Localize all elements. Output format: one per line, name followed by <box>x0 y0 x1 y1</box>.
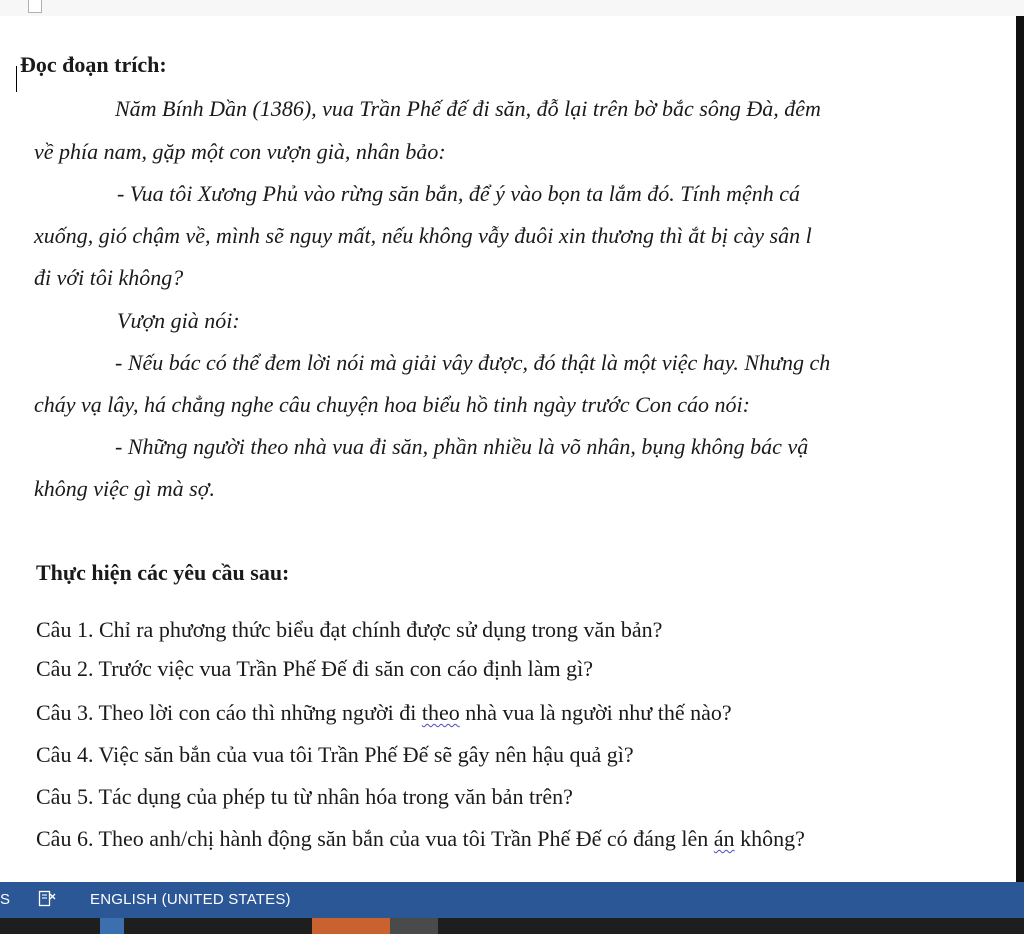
restore-icon[interactable] <box>28 0 42 13</box>
taskbar-app-icon[interactable] <box>100 918 124 934</box>
language-indicator[interactable]: ENGLISH (UNITED STATES) <box>90 891 291 908</box>
spelling-flag: án <box>713 826 735 851</box>
tasks-heading: Thực hiện các yêu cầu sau: <box>36 560 290 585</box>
proofing-icon[interactable] <box>38 890 56 908</box>
passage-line: xuống, gió chậm về, mình sẽ nguy mất, nếu không vẫy đuôi xin thương thì ắt bị cày sân l <box>34 223 812 248</box>
taskbar-app-icon[interactable] <box>390 918 438 934</box>
document-page[interactable] <box>0 16 1016 882</box>
question-line: Câu 1. Chỉ ra phương thức biểu đạt chính được sử dụng trong văn bản? <box>36 617 663 642</box>
passage-line: đi với tôi không? <box>34 265 184 290</box>
passage-line: Năm Bính Dần (1386), vua Trần Phế đế đi săn, đỗ lại trên bờ bắc sông Đà, đêm <box>115 96 821 121</box>
passage-line: về phía nam, gặp một con vượn già, nhân bảo: <box>34 139 446 164</box>
window-edge <box>1016 16 1024 882</box>
taskbar-app-icon[interactable] <box>312 918 390 934</box>
text-cursor <box>16 66 17 92</box>
question-line: Câu 2. Trước việc vua Trần Phế Đế đi săn con cáo định làm gì? <box>36 656 593 681</box>
status-bar <box>0 882 1024 918</box>
question-line: Câu 6. Theo anh/chị hành động săn bắn của vua tôi Trần Phế Đế có đáng lên án không? <box>36 826 805 851</box>
passage-line: Vượn già nói: <box>117 308 240 333</box>
passage-line: - Nếu bác có thể đem lời nói mà giải vây được, đó thật là một việc hay. Nhưng ch <box>115 350 831 375</box>
question-line: Câu 4. Việc săn bắn của vua tôi Trần Phế Đế sẽ gây nên hậu quả gì? <box>36 742 634 767</box>
spelling-flag: theo <box>421 700 460 725</box>
document-heading: Đọc đoạn trích: <box>20 52 167 77</box>
passage-line: - Vua tôi Xương Phủ vào rừng săn bắn, để ý vào bọn ta lắm đó. Tính mệnh cá <box>117 181 801 206</box>
question-line: Câu 3. Theo lời con cáo thì những người đi theo nhà vua là người như thế nào? <box>36 700 732 725</box>
question-line: Câu 5. Tác dụng của phép tu từ nhân hóa trong văn bản trên? <box>36 784 573 809</box>
taskbar <box>0 918 1024 934</box>
passage-line: không việc gì mà sợ. <box>34 476 215 501</box>
passage-line: - Những người theo nhà vua đi săn, phần nhiều là võ nhân, bụng không bác vậ <box>115 434 809 459</box>
passage-line: cháy vạ lây, há chẳng nghe câu chuyện hoa biểu hồ tinh ngày trước Con cáo nói: <box>34 392 750 417</box>
status-page-fragment: S <box>0 891 11 908</box>
window-top-bar <box>0 0 1024 17</box>
